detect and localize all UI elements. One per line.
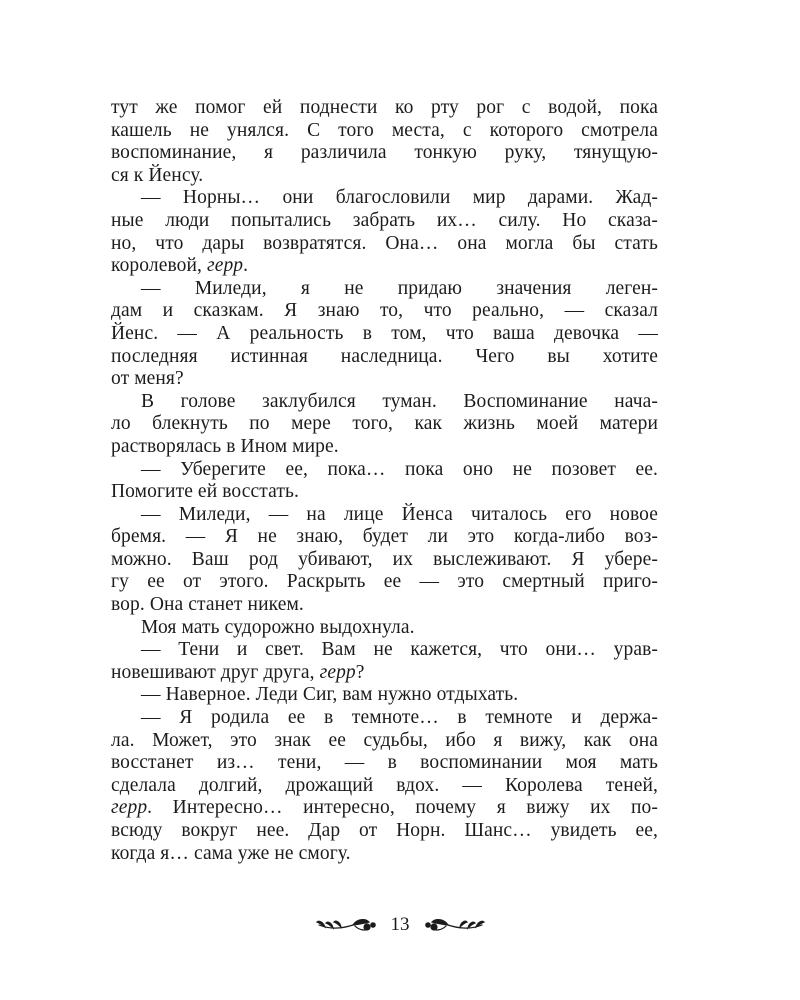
- line-punctuation: .: [243, 255, 249, 277]
- line-text: можно. Ваш род убивают, их выслеживают. Я убере-: [111, 548, 658, 570]
- line-text: когда я… сама уже не смогу.: [111, 842, 351, 864]
- page-text: [111, 97, 658, 865]
- text-line: [111, 504, 658, 527]
- text-line: [111, 639, 658, 662]
- text-line: [111, 843, 658, 866]
- line-text: но, что дары возвратятся. Она… она могла бы стать: [111, 232, 658, 254]
- line-text: дам и сказкам. Я знаю то, что реально, — сказал: [111, 300, 658, 322]
- line-punctuation: ?: [355, 661, 365, 683]
- text-line: [111, 165, 658, 188]
- line-text: ла. Может, это знак ее судьбы, ибо я вижу, как она: [111, 729, 658, 751]
- italic-word: герр: [206, 255, 244, 277]
- text-line: [111, 549, 658, 572]
- text-line: [111, 436, 658, 459]
- text-line: [111, 775, 658, 798]
- line-text: ло блекнуть по мере того, как жизнь моей матери: [111, 413, 658, 435]
- line-text: королевой,: [111, 255, 207, 277]
- page-footer: [0, 905, 800, 945]
- text-line: [111, 413, 658, 436]
- text-line: [111, 323, 658, 346]
- text-line: [111, 120, 658, 143]
- text-line: [111, 662, 658, 685]
- line-text: бремя. — Я не знаю, будет ли это когда-либо воз-: [111, 526, 658, 548]
- text-line: [111, 707, 658, 730]
- line-text: Помогите ей восстать.: [111, 481, 299, 503]
- line-text: — Я родила ее в темноте… в темноте и держа-: [141, 707, 658, 729]
- italic-word: герр: [111, 797, 148, 819]
- text-line: [111, 752, 658, 775]
- line-text: сделала долгий, дрожащий вдох. — Королева теней,: [111, 774, 658, 796]
- line-text: воспоминание, я различила тонкую руку, тянущую-: [111, 142, 658, 164]
- line-text: тут же помог ей поднести ко рту рог с водой, пока: [111, 97, 658, 118]
- text-line: [111, 233, 658, 256]
- line-text: Моя мать судорожно выдохнула.: [141, 616, 415, 638]
- floral-ornament-left-icon: [315, 914, 377, 936]
- line-text: кашель не унялся. С того места, с которого смотрела: [111, 119, 658, 141]
- text-line: [111, 820, 658, 843]
- floral-ornament-right-icon: [424, 914, 486, 936]
- text-line: [111, 481, 658, 504]
- italic-word: герр: [319, 661, 356, 683]
- text-line: [111, 97, 658, 120]
- line-text: растворялась в Ином мире.: [111, 435, 339, 457]
- line-text: — Миледи, я не придаю значения леген-: [141, 277, 658, 299]
- line-text: последняя истинная наследница. Чего вы хотите: [111, 345, 658, 367]
- text-line: [111, 346, 658, 369]
- text-line: [111, 187, 658, 210]
- line-text: — Норны… они благословили мир дарами. Жад-: [141, 187, 658, 209]
- text-line: [111, 368, 658, 391]
- text-line: [111, 617, 658, 640]
- text-line: [111, 142, 658, 165]
- line-text: . Интересно… интересно, почему я вижу их по-: [147, 797, 658, 819]
- text-line: [111, 459, 658, 482]
- line-text: ся к Йенсу.: [111, 164, 204, 186]
- line-text: восстанет из… тени, — в воспоминании моя мать: [111, 752, 658, 774]
- line-text: всюду вокруг нее. Дар от Норн. Шанс… увидеть ее,: [111, 820, 658, 841]
- page-number: 13: [390, 914, 410, 935]
- text-line: [111, 391, 658, 414]
- line-text: — Тени и свет. Вам не кажется, что они… урав-: [141, 639, 658, 661]
- line-text: от меня?: [111, 368, 184, 390]
- line-text: новешивают друг друга,: [111, 661, 320, 683]
- line-text: вор. Она станет никем.: [111, 594, 304, 616]
- line-text: — Миледи, — на лице Йенса читалось его новое: [141, 503, 658, 525]
- text-line: [111, 730, 658, 753]
- line-text: ные люди попытались забрать их… силу. Но сказа-: [111, 209, 658, 231]
- line-text: — Уберегите ее, пока… пока оно не позовет ее.: [141, 458, 658, 480]
- line-text: — Наверное. Леди Сиг, вам нужно отдыхать.: [141, 684, 519, 706]
- text-line: [111, 594, 658, 617]
- text-line: [111, 278, 658, 301]
- text-line: [111, 210, 658, 233]
- text-line: [111, 571, 658, 594]
- line-text: В голове заклубился туман. Воспоминание нача-: [141, 390, 658, 412]
- text-line: [111, 797, 658, 820]
- text-line: [111, 526, 658, 549]
- text-line: [111, 255, 658, 278]
- line-text: гу ее от этого. Раскрыть ее — это смертный приго-: [111, 571, 658, 593]
- text-line: [111, 300, 658, 323]
- text-line: [111, 684, 658, 707]
- line-text: Йенс. — А реальность в том, что ваша девочка —: [111, 322, 658, 344]
